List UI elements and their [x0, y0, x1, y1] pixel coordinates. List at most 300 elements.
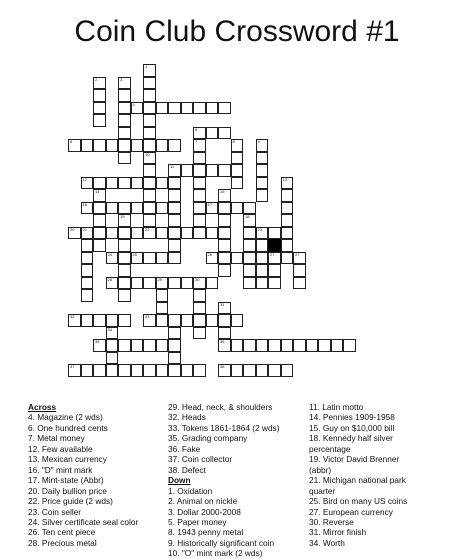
grid-cell[interactable] [281, 189, 294, 202]
grid-cell[interactable] [118, 202, 131, 215]
clue: 31. Mirror finish [309, 527, 367, 538]
grid-cell[interactable] [243, 227, 256, 240]
grid-cell[interactable] [143, 164, 156, 177]
grid-cell[interactable] [231, 164, 244, 177]
grid-cell[interactable] [268, 252, 281, 265]
grid-cell[interactable] [118, 214, 131, 227]
clues-column-1 [28, 402, 138, 548]
grid-cell[interactable] [231, 339, 244, 352]
grid-cell[interactable] [93, 202, 106, 215]
grid-cell[interactable] [81, 289, 94, 302]
clue-number: 30 [195, 276, 200, 282]
grid-cell[interactable] [143, 139, 156, 152]
clue-number: 14 [95, 189, 100, 194]
grid-cell[interactable] [106, 277, 119, 290]
grid-cell[interactable] [168, 164, 181, 177]
clue: 29. Head, neck, & shoulders [168, 402, 273, 412]
clue: quarter [309, 485, 336, 496]
grid-cell[interactable] [243, 239, 256, 252]
clue-number: 35 [95, 339, 100, 344]
grid-cell[interactable] [143, 114, 156, 127]
grid-cell[interactable] [168, 277, 181, 290]
grid-cell[interactable] [168, 202, 181, 215]
grid-cell[interactable] [281, 202, 294, 215]
clue: 17. Mint-state (Abbr) [28, 475, 104, 486]
clue-number: 31 [220, 301, 225, 307]
clue: 18. Kennedy half silver [309, 433, 393, 444]
clue-number: 36 [220, 339, 225, 344]
grid-cell[interactable] [218, 227, 231, 240]
clue-number: 33 [145, 314, 150, 319]
grid-cell[interactable] [218, 252, 231, 265]
grid-cell[interactable] [256, 364, 269, 377]
grid-cell[interactable] [318, 339, 331, 352]
clue-number: 5 [195, 126, 198, 132]
grid-cell[interactable] [93, 339, 106, 352]
clue-number: 13 [282, 176, 287, 182]
grid-cell[interactable] [206, 314, 219, 327]
clue: 5. Paper money [168, 516, 227, 527]
grid-cell[interactable] [143, 202, 156, 215]
grid-cell[interactable] [118, 252, 131, 265]
grid-cell[interactable] [231, 177, 244, 190]
grid-cell[interactable] [243, 339, 256, 352]
grid-cell[interactable] [281, 239, 294, 252]
grid-cell[interactable] [256, 277, 269, 290]
grid-cell[interactable] [193, 189, 206, 202]
grid-cell[interactable] [181, 227, 194, 240]
clue: 27. European currency [309, 506, 393, 517]
grid-cell[interactable] [156, 339, 169, 352]
down-heading: Down [168, 475, 191, 486]
grid-cell[interactable] [256, 227, 269, 240]
grid-cell[interactable] [343, 339, 356, 352]
grid-cell[interactable] [118, 127, 131, 140]
grid-cell[interactable] [168, 139, 181, 152]
grid-cell[interactable] [118, 102, 131, 115]
grid-cell[interactable] [256, 152, 269, 165]
clue-list [0, 402, 474, 559]
grid-cell[interactable] [243, 202, 256, 215]
grid-cell[interactable] [193, 102, 206, 115]
grid-cell[interactable] [143, 277, 156, 290]
grid-cell[interactable] [306, 339, 319, 352]
grid-cell[interactable] [218, 202, 231, 215]
grid-cell[interactable] [143, 64, 156, 77]
clue-number: 32 [70, 314, 75, 319]
clue: 24. Silver certificate seal color [28, 516, 139, 527]
grid-cell[interactable] [193, 214, 206, 227]
grid-cell[interactable] [131, 252, 144, 265]
grid-cell[interactable] [256, 264, 269, 277]
grid-cell[interactable] [168, 314, 181, 327]
grid-cell[interactable] [168, 239, 181, 252]
clue-number: 27 [270, 251, 275, 257]
clue: 16. "D" mint mark [28, 464, 93, 475]
grid-cell[interactable] [281, 214, 294, 227]
clue: 7. Metal money [28, 433, 85, 444]
grid-cell[interactable] [206, 102, 219, 115]
grid-cell[interactable] [131, 139, 144, 152]
grid-cell[interactable] [131, 202, 144, 215]
grid-cell[interactable] [193, 364, 206, 377]
grid-cell[interactable] [118, 364, 131, 377]
clue: 1. Oxidation [168, 485, 213, 496]
grid-cell[interactable] [81, 139, 94, 152]
clue: (abbr) [309, 464, 332, 475]
grid-cell[interactable] [168, 189, 181, 202]
grid-cell[interactable] [81, 202, 94, 215]
grid-cell[interactable] [68, 364, 81, 377]
grid-cell[interactable] [243, 264, 256, 277]
grid-cell[interactable] [106, 227, 119, 240]
clues-column-2 [168, 402, 279, 559]
grid-cell[interactable] [206, 127, 219, 140]
grid-cell[interactable] [81, 277, 94, 290]
clue-number: 22 [145, 226, 150, 232]
clue-number: 25 [132, 251, 137, 257]
grid-cell[interactable] [156, 277, 169, 290]
clue-number: 9 [257, 139, 260, 144]
grid-cell[interactable] [143, 102, 156, 115]
clue-number: 19 [120, 214, 125, 219]
grid-cell[interactable] [268, 364, 281, 377]
clue-number: 38 [220, 364, 225, 369]
grid-cell[interactable] [106, 202, 119, 215]
grid-cell[interactable] [181, 314, 194, 327]
grid-cell[interactable] [231, 252, 244, 265]
grid-cell[interactable] [168, 364, 181, 377]
grid-cell[interactable] [118, 339, 131, 352]
grid-cell[interactable] [268, 264, 281, 277]
grid-cell[interactable] [256, 139, 269, 152]
grid-cell[interactable] [93, 364, 106, 377]
clue: 11. Latin motto [309, 402, 364, 412]
grid-cell[interactable] [281, 339, 294, 352]
clue: 15. Guy on $10,000 bill [309, 422, 395, 433]
grid-cell[interactable] [268, 227, 281, 240]
grid-cell[interactable] [243, 252, 256, 265]
grid-cell[interactable] [143, 177, 156, 190]
grid-cell[interactable] [218, 239, 231, 252]
clue-number: 17 [207, 201, 212, 207]
grid-cell[interactable] [106, 364, 119, 377]
grid-cell[interactable] [156, 202, 169, 215]
grid-cell[interactable] [168, 227, 181, 240]
clue-number: 24 [107, 251, 112, 257]
grid-cell[interactable] [156, 227, 169, 240]
clue: 2. Animal on nickle [168, 496, 238, 507]
clue: 37. Coin collector [168, 454, 233, 465]
clue-number: 3 [120, 76, 123, 82]
grid-cell[interactable] [256, 239, 269, 252]
grid-cell[interactable] [118, 314, 131, 327]
clue: 25. Bird on many US coins [309, 496, 408, 507]
grid-cell[interactable] [193, 289, 206, 302]
grid-cell[interactable] [218, 339, 231, 352]
grid-cell[interactable] [231, 364, 244, 377]
grid-cell[interactable] [193, 302, 206, 315]
grid-cell[interactable] [81, 252, 94, 265]
grid-cell[interactable] [118, 177, 131, 190]
grid-cell[interactable] [256, 339, 269, 352]
grid-cell[interactable] [193, 177, 206, 190]
clue-number: 27 [295, 251, 300, 257]
grid-cell[interactable] [118, 139, 131, 152]
clue-number: 7 [195, 139, 198, 144]
grid-cell[interactable] [156, 289, 169, 302]
grid-cell[interactable] [243, 214, 256, 227]
clue: 35. Grading company [168, 433, 248, 444]
grid-cell[interactable] [131, 227, 144, 240]
grid-cell[interactable] [168, 327, 181, 340]
grid-cell[interactable] [93, 102, 106, 115]
grid-cell[interactable] [156, 177, 169, 190]
grid-cell[interactable] [143, 314, 156, 327]
clue-number: 4 [132, 101, 135, 107]
grid-cell[interactable] [156, 364, 169, 377]
grid-cell[interactable] [206, 277, 219, 290]
clue: 22. Price guide (2 wds) [28, 496, 113, 507]
grid-cell[interactable] [218, 264, 231, 277]
grid-cell[interactable] [118, 227, 131, 240]
grid-cell[interactable] [81, 264, 94, 277]
grid-cell[interactable] [143, 127, 156, 140]
clue: 28. Precious metal [28, 537, 97, 548]
grid-cell[interactable] [106, 339, 119, 352]
clue-number: 34 [107, 326, 112, 332]
grid-cell[interactable] [118, 239, 131, 252]
grid-cell[interactable] [118, 289, 131, 302]
clue: 9. Historically significant coin [168, 537, 275, 548]
grid-cell[interactable] [256, 189, 269, 202]
grid-cell[interactable] [143, 89, 156, 102]
grid-cell[interactable] [131, 177, 144, 190]
clue-number: 28 [107, 276, 112, 282]
grid-cell[interactable] [93, 189, 106, 202]
clue: 4. Magazine (2 wds) [28, 412, 103, 423]
clue-number: 6 [70, 139, 73, 144]
grid-cell[interactable] [168, 177, 181, 190]
grid-cell[interactable] [106, 177, 119, 190]
grid-cell[interactable] [143, 189, 156, 202]
clue: 32. Heads [168, 412, 206, 423]
grid-cell[interactable] [93, 139, 106, 152]
grid-cell[interactable] [106, 352, 119, 365]
grid-cell[interactable] [193, 327, 206, 340]
grid-cell[interactable] [181, 164, 194, 177]
clue-number: 10 [145, 151, 150, 157]
grid-cell[interactable] [193, 202, 206, 215]
clue-number: 20 [70, 226, 75, 232]
grid-cell[interactable] [268, 277, 281, 290]
clue: 13. Mexican currency [28, 454, 107, 465]
clue-number: 1 [145, 64, 148, 69]
grid-cell[interactable] [168, 102, 181, 115]
grid-cell[interactable] [218, 189, 231, 202]
grid-cell[interactable] [93, 239, 106, 252]
clue-number: 11 [170, 164, 175, 169]
grid-cell[interactable] [93, 177, 106, 190]
grid-cell[interactable] [118, 77, 131, 90]
clue-number: 12 [82, 176, 87, 182]
clue: 26. Ten cent piece [28, 527, 96, 538]
grid-cell[interactable] [206, 252, 219, 265]
grid-cell[interactable] [193, 277, 206, 290]
grid-cell[interactable] [256, 177, 269, 190]
grid-cell[interactable] [131, 364, 144, 377]
grid-cell[interactable] [156, 252, 169, 265]
grid-cell[interactable] [243, 277, 256, 290]
clue: 14. Pennies 1909-1958 [309, 412, 395, 423]
clue-number: 23 [257, 226, 262, 232]
grid-cell[interactable] [206, 227, 219, 240]
clue: 3. Dollar 2000-2008 [168, 506, 241, 517]
grid-cell[interactable] [93, 114, 106, 127]
grid-cell[interactable] [168, 252, 181, 265]
grid-cell[interactable] [193, 164, 206, 177]
grid-cell[interactable] [218, 164, 231, 177]
grid-cell[interactable] [118, 264, 131, 277]
grid-cell[interactable] [131, 277, 144, 290]
clue: 34. Worth [309, 537, 345, 548]
grid-cell[interactable] [143, 227, 156, 240]
grid-cell[interactable] [243, 364, 256, 377]
grid-cell[interactable] [193, 127, 206, 140]
grid-cell[interactable] [281, 177, 294, 190]
clue: 33. Tokens 1861-1864 (2 wds) [168, 422, 280, 433]
grid-cell[interactable] [68, 139, 81, 152]
grid-cell[interactable] [81, 227, 94, 240]
grid-cell[interactable] [331, 339, 344, 352]
grid-cell[interactable] [206, 202, 219, 215]
grid-cell[interactable] [281, 252, 294, 265]
clue: 23. Coin seller [28, 506, 82, 517]
clue: 12. Few available [28, 443, 93, 454]
clue: 8. 1943 penny metal [168, 527, 244, 538]
grid-cell[interactable] [193, 152, 206, 165]
grid-cell[interactable] [293, 264, 306, 277]
clue-number: 37 [70, 364, 75, 369]
grid-cell[interactable] [193, 314, 206, 327]
grid-cell[interactable] [131, 339, 144, 352]
grid-cell[interactable] [231, 152, 244, 165]
clue: 38. Defect [168, 464, 206, 475]
page-title: Coin Club Crossword #1 [74, 15, 400, 48]
grid-cell[interactable] [143, 339, 156, 352]
grid-cell[interactable] [293, 252, 306, 265]
clues-column-3 [309, 402, 407, 548]
grid-cell[interactable] [118, 89, 131, 102]
grid-cell[interactable] [156, 102, 169, 115]
grid-cell[interactable] [106, 252, 119, 265]
clue-number: 8 [232, 139, 235, 144]
grid-cell[interactable] [231, 202, 244, 215]
clue: 21. Michigan national park [309, 475, 406, 486]
grid-cell[interactable] [93, 89, 106, 102]
grid-cell[interactable] [218, 364, 231, 377]
grid-cell[interactable] [181, 364, 194, 377]
grid-cell[interactable] [106, 327, 119, 340]
grid-cell[interactable] [118, 152, 131, 165]
grid-cell[interactable] [81, 239, 94, 252]
clue-number: 2 [95, 76, 98, 82]
grid-cell[interactable] [156, 314, 169, 327]
grid-cell[interactable] [118, 277, 131, 290]
grid-cell[interactable] [81, 177, 94, 190]
grid-cell[interactable] [193, 227, 206, 240]
grid-cell[interactable] [281, 364, 294, 377]
clue: 10. "O" mint mark (2 wds) [168, 548, 263, 559]
clue-number: 15 [220, 189, 225, 194]
grid-cell[interactable] [93, 314, 106, 327]
clue: 20. Daily bullion price [28, 485, 107, 496]
clue: 36. Fake [168, 443, 201, 454]
grid-cell[interactable] [93, 77, 106, 90]
grid-cell[interactable] [143, 364, 156, 377]
clue-number: 16 [82, 201, 87, 207]
grid-cell[interactable] [156, 139, 169, 152]
grid-cell[interactable] [106, 139, 119, 152]
grid-cell[interactable] [256, 252, 269, 265]
grid-cell[interactable] [68, 314, 81, 327]
grid-cell[interactable] [293, 339, 306, 352]
grid-cell[interactable] [156, 302, 169, 315]
grid-cell[interactable] [143, 214, 156, 227]
clue-number: 21 [82, 226, 87, 232]
grid-cell[interactable] [81, 364, 94, 377]
grid-cell[interactable] [256, 164, 269, 177]
grid-cell[interactable] [231, 314, 244, 327]
grid-cell[interactable] [231, 139, 244, 152]
grid-cell[interactable] [118, 114, 131, 127]
grid-cell[interactable] [168, 214, 181, 227]
grid-cell[interactable] [131, 102, 144, 115]
clue: percentage [309, 443, 351, 454]
grid-cell[interactable] [168, 352, 181, 365]
grid-cell[interactable] [218, 302, 231, 315]
grid-cell[interactable] [218, 102, 231, 115]
grid-cell[interactable] [93, 227, 106, 240]
grid-cell[interactable] [143, 77, 156, 90]
grid-cell[interactable] [206, 164, 219, 177]
grid-cell[interactable] [281, 227, 294, 240]
clue: 19. Victor David Brenner [309, 454, 400, 465]
grid-cell[interactable] [143, 252, 156, 265]
clue-number: 18 [245, 214, 250, 219]
clue: 30. Reverse [309, 516, 354, 527]
grid-cell[interactable] [181, 102, 194, 115]
clue-number: 29 [157, 276, 162, 282]
clue-number: 26 [207, 251, 212, 257]
grid-cell[interactable] [218, 127, 231, 140]
grid-cell[interactable] [68, 227, 81, 240]
grid-cell[interactable] [218, 314, 231, 327]
grid-cell[interactable] [218, 327, 231, 340]
grid-cell[interactable] [181, 277, 194, 290]
grid-cell[interactable] [143, 152, 156, 165]
grid-cell[interactable] [218, 214, 231, 227]
grid-cell[interactable] [81, 314, 94, 327]
black-square [268, 239, 281, 252]
grid-cell[interactable] [106, 314, 119, 327]
grid-cell[interactable] [168, 339, 181, 352]
grid-cell[interactable] [193, 139, 206, 152]
grid-cell[interactable] [268, 339, 281, 352]
clue: 6. One hundred cents [28, 422, 108, 433]
grid-cell[interactable] [93, 214, 106, 227]
grid-cell[interactable] [293, 277, 306, 290]
